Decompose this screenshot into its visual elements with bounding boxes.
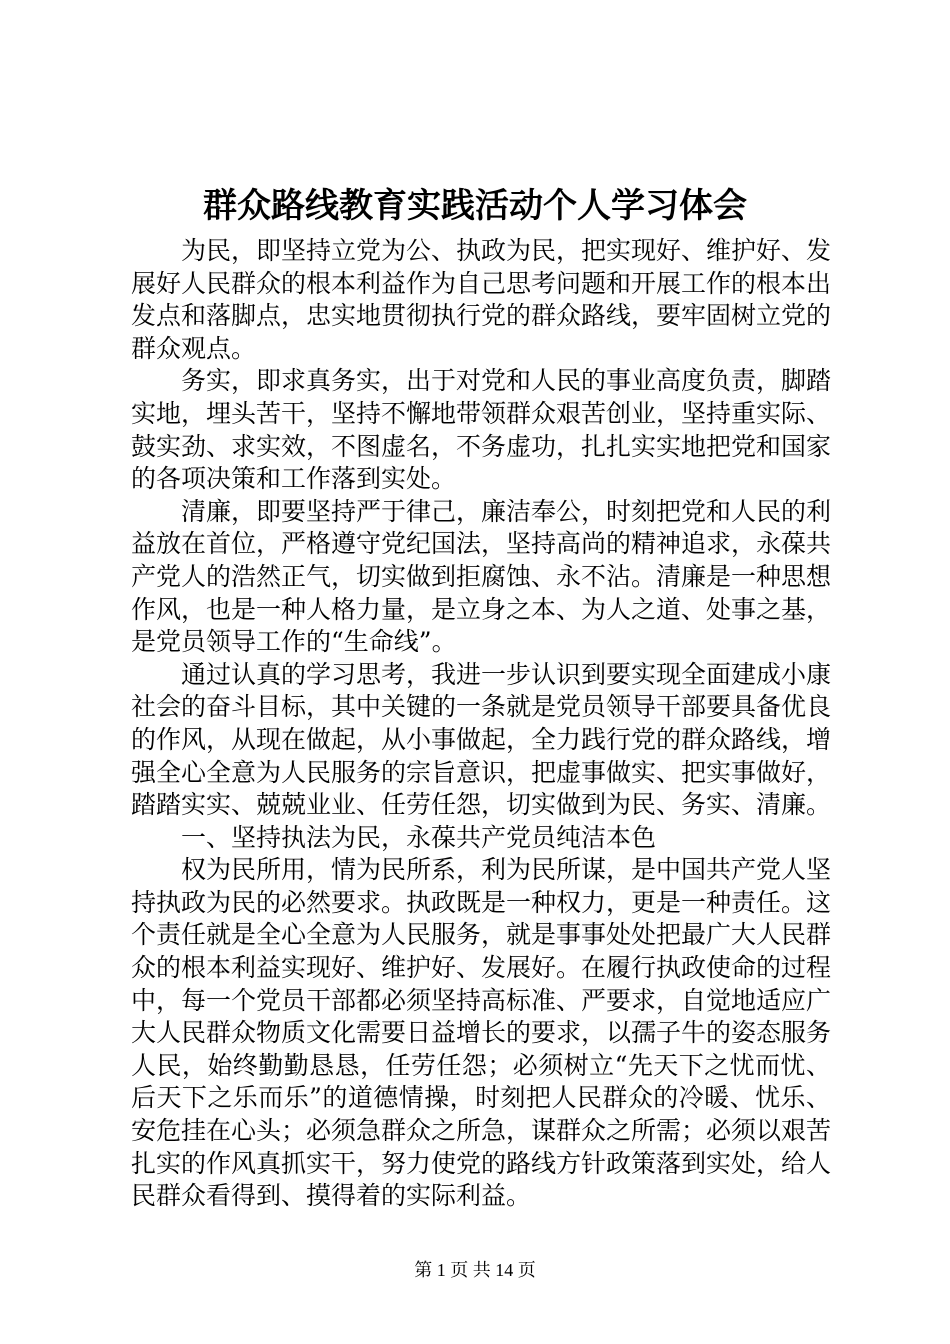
paragraph-wei-min: 为民，即坚持立党为公、执政为民，把实现好、维护好、发展好人民群众的根本利益作为自己思考问题和开展工作的根本出发点和落脚点，忠实地贯彻执行党的群众路线，要牢固树立党的群众观点。	[131, 236, 832, 363]
section-heading-1: 一、坚持执法为民，永葆共产党员纯洁本色	[181, 822, 657, 852]
document-body	[131, 235, 831, 1213]
paragraph-study-reflection: 通过认真的学习思考，我进一步认识到要实现全面建成小康社会的奋斗目标，其中关键的一条就是党员领导干部要具备优良的作风，从现在做起，从小事做起，全力践行党的群众路线，增强全心全意为人民服务的宗旨意识，把虚事做实、把实事做好，踏踏实实、兢兢业业、任劳任怨，切实做到为民、务实、清廉。	[131, 659, 832, 820]
paragraph-wu-shi: 务实，即求真务实，出于对党和人民的事业高度负责，脚踏实地，埋头苦干，坚持不懈地带领群众艰苦创业，坚持重实际、鼓实劲、求实效，不图虚名，不务虚功，扎扎实实地把党和国家的各项决策和工作落到实处。	[131, 366, 832, 494]
document-title: 群众路线教育实践活动个人学习体会	[203, 186, 747, 226]
page-number-footer: 第 1 页 共 14 页	[414, 1260, 536, 1280]
paragraph-section-1-body: 权为民所用，情为民所系，利为民所谋，是中国共产党人坚持执政为民的必然要求。执政既是一种权力，更是一种责任。这个责任就是全心全意为人民服务，就是事事处处把最广大人民群众的根本利益实现好、维护好、发展好。在履行执政使命的过程中，每一个党员干部都必须坚持高标准、严要求，自觉地适应广大人民群众物质文化需要日益增长的要求，以孺子牛的姿态服务人民，始终勤勤恳恳，任劳任怨；必须树立“先天下之忧而忧、后天下之乐而乐”的道德情操，时刻把人民群众的冷暖、忧乐、安危挂在心头；必须急群众之所急，谋群众之所需；必须以艰苦扎实的作风真抓实干，努力使党的路线方针政策落到实处，给人民群众看得到、摸得着的实际利益。	[131, 855, 832, 1211]
paragraph-qing-lian: 清廉，即要坚持严于律己，廉洁奉公，时刻把党和人民的利益放在首位，严格遵守党纪国法，坚持高尚的精神追求，永葆共产党人的浩然正气，切实做到拒腐蚀、永不沾。清廉是一种思想作风，也是一种人格力量，是立身之本、为人之道、处事之基，是党员领导工作的“生命线”。	[131, 496, 832, 657]
